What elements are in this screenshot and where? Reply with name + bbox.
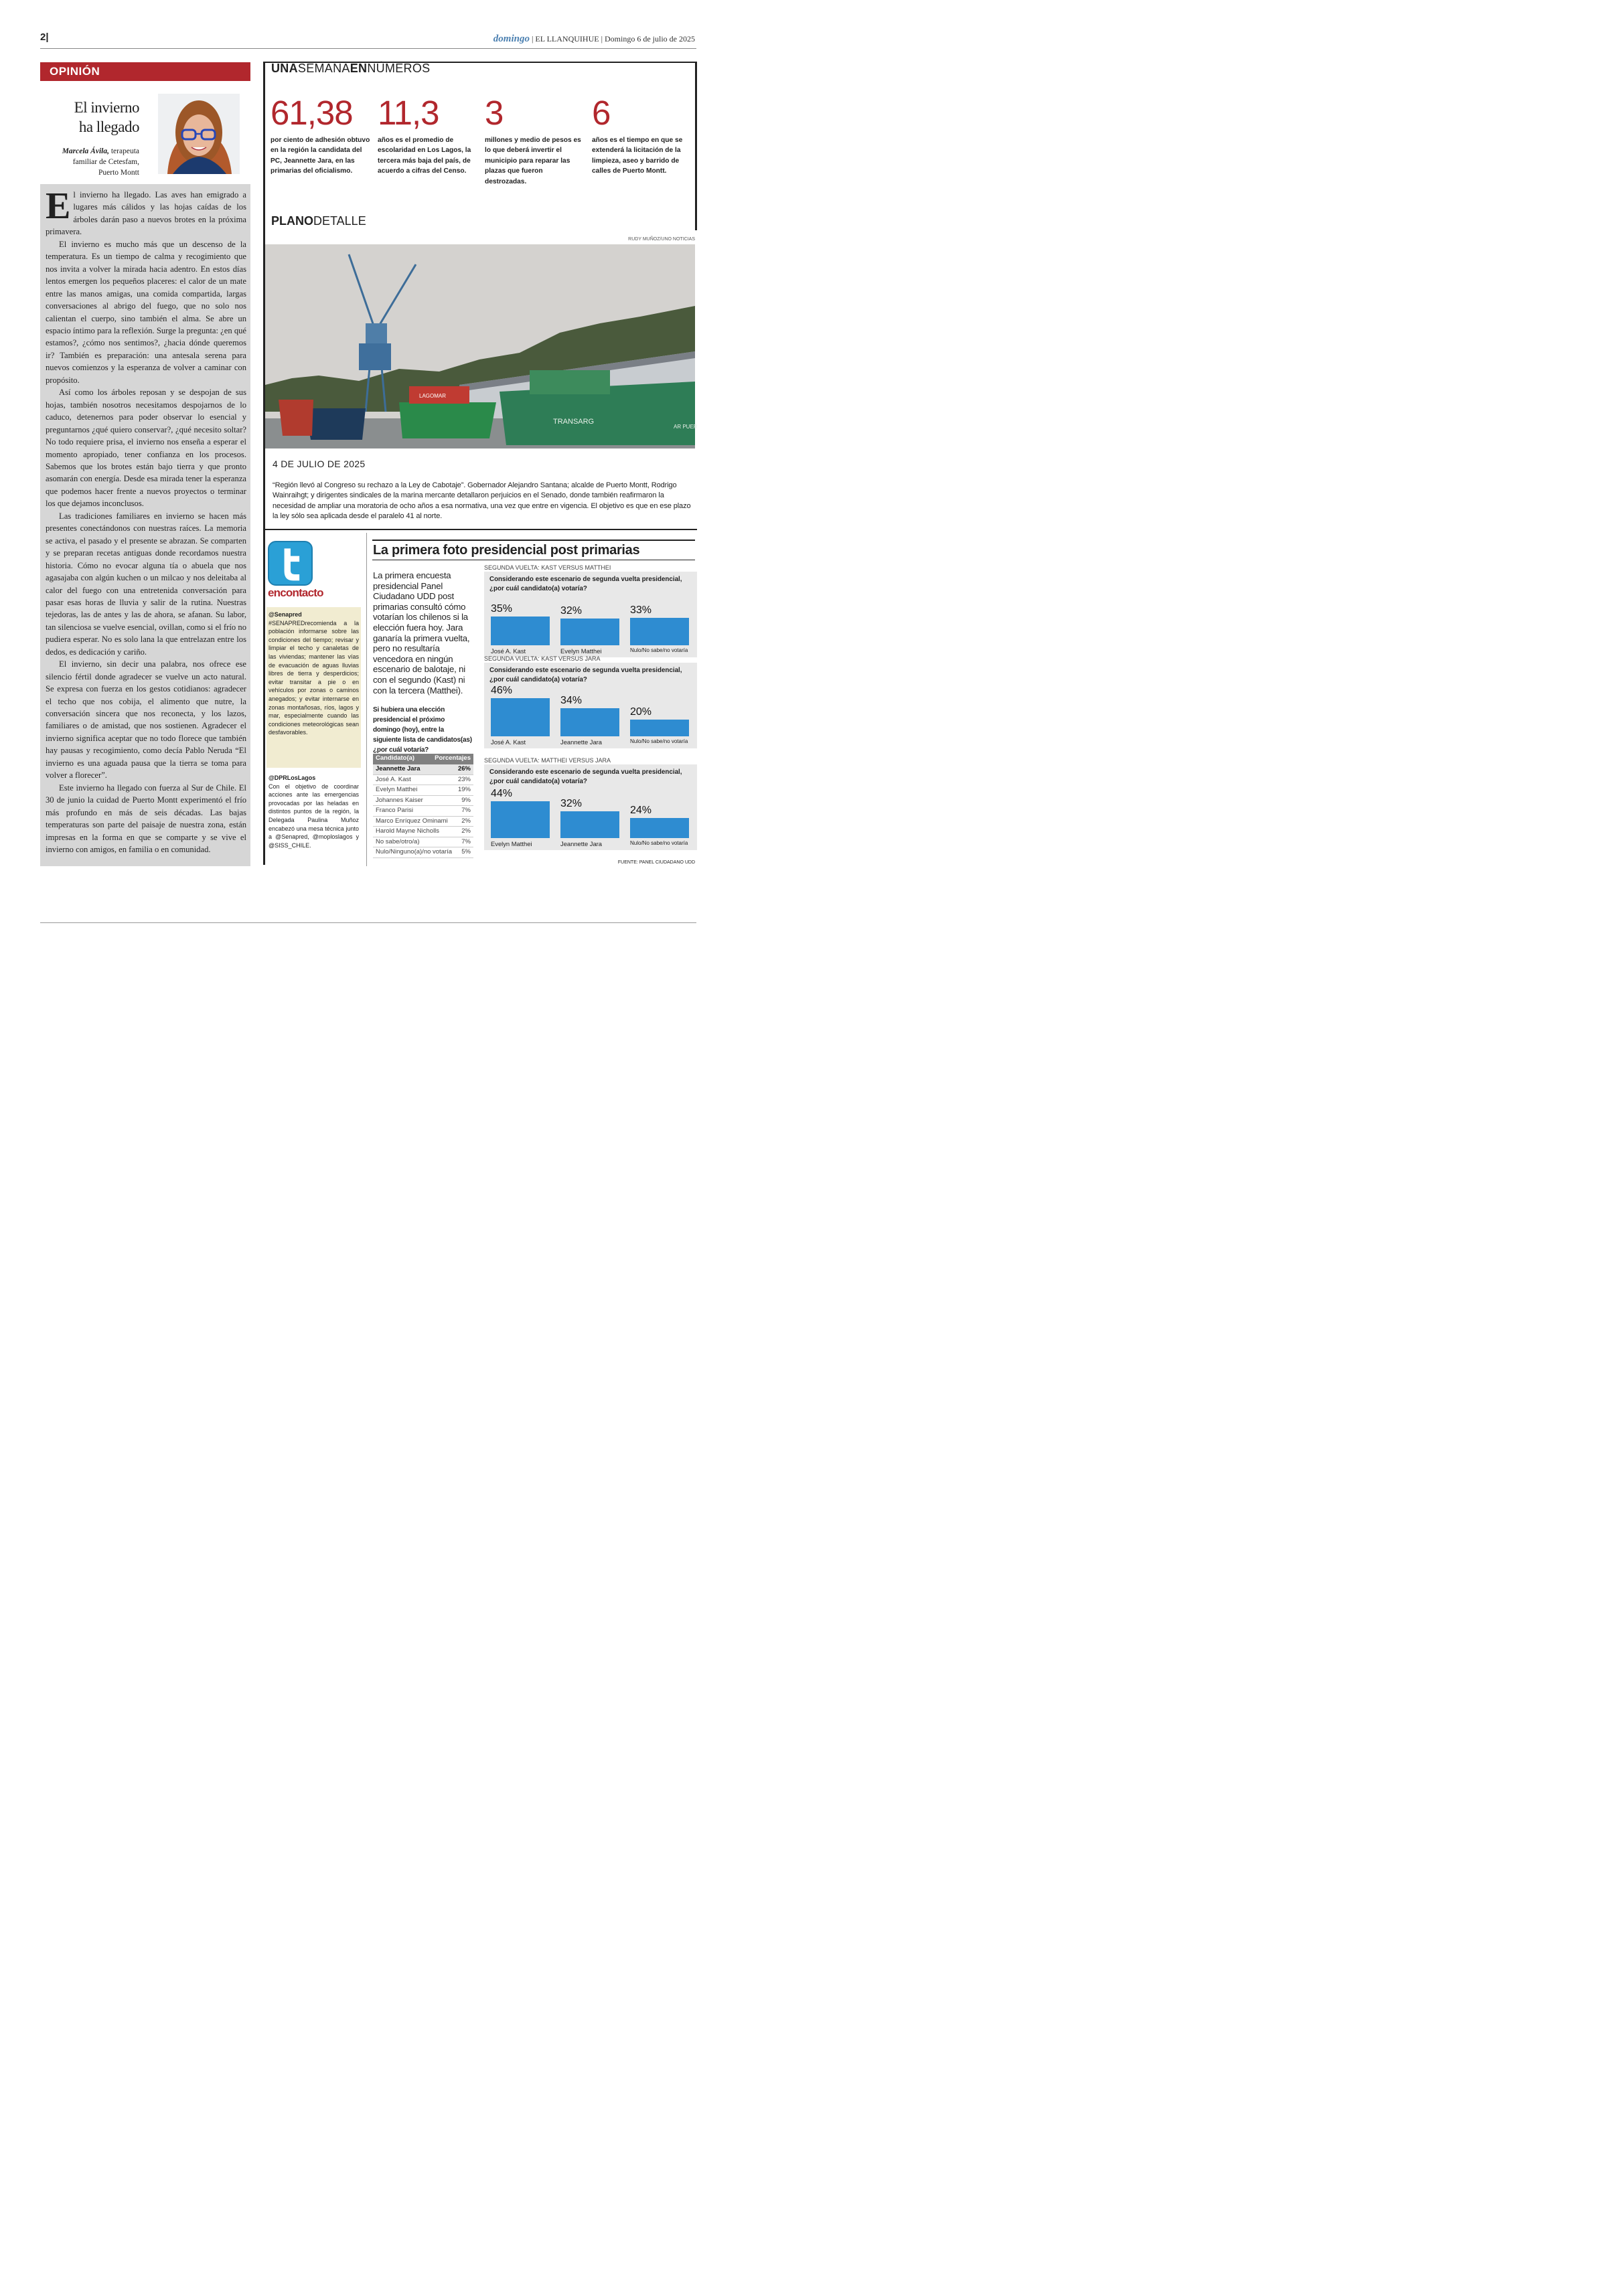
photo-date: 4 DE JULIO DE 2025	[273, 459, 366, 469]
chart-category-label: Nulo/No sabe/no votaría	[630, 840, 688, 846]
chart-value-label: 35%	[491, 603, 513, 614]
chart-category-label: José A. Kast	[491, 738, 526, 746]
ship-name: TRANSARG	[553, 418, 595, 426]
paragraph: El invierno ha llegado. Las aves han emigrado a lugares más cálidos y las hojas caídas de los árboles darán paso a nuevos brotes en la próxima primavera.	[46, 185, 246, 237]
runoff-chart	[484, 655, 697, 748]
chart-bar	[491, 801, 550, 838]
ship-name: LAGOMAR	[419, 393, 447, 399]
stat-number: 11,3	[378, 94, 439, 132]
poll-source: FUENTE: PANEL CIUDADANO UDD	[617, 860, 695, 865]
author-photo	[158, 94, 240, 174]
chart-question: Considerando este escenario de segunda vuelta presidencial, ¿por cuál candidato(a) votaría?	[489, 576, 682, 592]
plano-section-title: PLANODETALLE	[271, 214, 366, 228]
section-label: OPINIÓN	[40, 62, 250, 81]
chart-title: SEGUNDA VUELTA: KAST VERSUS MATTHEI	[484, 564, 611, 571]
footer-rule	[40, 922, 696, 923]
chart-category-label: Jeannette Jara	[560, 738, 603, 746]
poll-title: La primera foto presidencial post primarias	[373, 543, 640, 558]
runoff-chart	[484, 564, 697, 657]
tweet-handle: @Senapred	[269, 611, 302, 618]
chart-bar	[491, 617, 550, 645]
numbers-section-title: UNASEMANAENNÚMEROS	[271, 62, 431, 75]
stat-desc: años es el tiempo en que se extenderá la licitación de la limpieza, aseo y barrido de calles de Puerto Montt.	[592, 137, 683, 175]
table-header: Candidato(a) Porcentajes	[373, 754, 473, 764]
paragraph: Las tradiciones familiares en invierno se hacen más presentes conectándonos con nuestras raíces. La memoria se activa, el pasado y el presente se abrazan. Se comparten y se preparan recetas antiguas donde recordamos nuestra historia. Cómo no evocar alguna tía o abuela que nos agasajaba con algún kuchen o un milcao y nos deleitaba al calor del fuego con una entretenida conversación para pasar esas horas de lluvia y salir de la rutina. Nuestras tejedoras, las de antes y las de ahora, se afanan. Su labor, tan silenciosa se vuelve esencial, ovillan, como si el frío no pudiera esperar. No es solo lana la que entrelazan entre los dedos, es dedicación y cariño.	[46, 511, 246, 657]
poll-intro: La primera encuesta presidencial Panel Ciudadano UDD post primarias consultó cómo votarían los chilenos si la elección fuera hoy. Jara ganaría la primera vuelta, pero no resultaría vencedora en ningún escenario de balotaje, ni con el segundo (Kast) ni con la tercera (Matthei).	[373, 570, 470, 695]
chart-bar	[630, 720, 689, 736]
chart-value-label: 44%	[491, 788, 513, 799]
chart-question: Considerando este escenario de segunda vuelta presidencial, ¿por cuál candidato(a) votaría?	[489, 768, 682, 785]
brand-logo: domingo	[493, 33, 530, 44]
ship-name: AR PUER	[674, 424, 698, 430]
stat-item	[378, 92, 478, 177]
chart-bar	[560, 811, 619, 838]
chart-bar	[560, 619, 619, 645]
table-row: No sabe/otro/a) 7%	[373, 837, 473, 848]
chart-plot	[484, 663, 697, 748]
tweet-card	[266, 607, 361, 768]
article-body	[40, 184, 250, 866]
chart-value-label: 24%	[630, 805, 652, 816]
chart-bar	[560, 708, 619, 736]
chart-value-label: 34%	[560, 695, 583, 706]
chart-title: SEGUNDA VUELTA: KAST VERSUS JARA	[484, 655, 601, 662]
paragraph: Así como los árboles reposan y se despojan de sus hojas, también nosotros necesitamos despojarnos de lo caduco, detenernos para poder observar lo esencial y preguntarnos ¿qué quiero conservar?, ¿qué necesito soltar? No todo requiere prisa, el invierno nos enseña a esperar el momento apropiado, tener confianza en los procesos. Sabemos que los brotes están bajo tierra y que pronto asomarán con energía. Desde esa mirada tener la esperanza que podemos hacer frente a nuevos proyectos o terminar los que dejamos inconclusos.	[46, 388, 246, 509]
paper-name: EL LLANQUIHUE	[535, 34, 599, 44]
article-title: El invierno ha llegado	[74, 99, 139, 135]
chart-category-label: José A. Kast	[491, 647, 526, 655]
chart-category-label: Evelyn Matthei	[491, 840, 532, 847]
chart-title: SEGUNDA VUELTA: MATTHEI VERSUS JARA	[484, 757, 611, 764]
stat-item	[592, 92, 692, 177]
poll-question: Si hubiera una elección presidencial el próximo domingo (hoy), entre la siguiente lista de candidatos(as) ¿por cuál votaría?	[373, 706, 472, 754]
twitter-icon	[268, 541, 313, 586]
chart-bar	[630, 618, 689, 645]
chart-category-label: Nulo/No sabe/no votaría	[630, 647, 688, 653]
section-label: encontacto	[268, 586, 323, 599]
photo-caption: “Región llevó al Congreso su rechazo a la Ley de Cabotaje”. Gobernador Alejandro Santana; alcalde de Puerto Montt, Rodrigo Wainraihgt; y dirigentes sindicales de la marina mercante detallaron perjuicios en el Senado, donde también reafirmaron la necesidad de ampliar una moratoria de ocho años a esa normativa, una vez que entre en vigencia. El objetivo es que en ese plazo la ley sólo sea aplicada desde el paralelo 41 al norte.	[273, 481, 691, 520]
chart-value-label: 46%	[491, 685, 513, 696]
chart-category-label: Nulo/No sabe/no votaría	[630, 738, 688, 744]
chart-category-label: Evelyn Matthei	[560, 647, 602, 655]
table-row: Marco Enríquez Ominami 2%	[373, 817, 473, 827]
table-row: Jeannette Jara 26%	[373, 764, 473, 775]
chart-plot	[484, 572, 697, 657]
poll-table	[373, 754, 473, 858]
page-number: 2|	[40, 31, 49, 43]
chart-question: Considerando este escenario de segunda vuelta presidencial, ¿por cuál candidato(a) votaría?	[489, 667, 682, 683]
tweet-handle: @DPRLosLagos	[269, 774, 316, 781]
port-photo	[265, 244, 698, 448]
tweet-card	[266, 774, 361, 849]
paragraph: El invierno es mucho más que un descenso de la temperatura. Es un tiempo de calma y recogimiento que nos invita a volver la mirada hacia adentro. En estos días lentos emergen los pequeños placeres: el calor de un mate entre las manos amigas, una comida compartida, largas conversaciones al abrigo del fuego, que no solo nos calientan el cuerpo, sino también el alma. Se abre un espacio íntimo para la reflexión. Surge la pregunta: ¿en qué estamos?, ¿cómo nos sentimos?, ¿hacia dónde queremos ir? También es preparación: una antesala serena para nuevos comienzos y la esperanza de volver a caminar con propósito.	[46, 239, 246, 385]
tweet-text: #SENAPREDrecomienda a la población informarse sobre las condiciones del tiempo; revisar y limpiar el techo y canaletas de las viviendas; mantener las vías de evacuación de aguas lluvias libres de tierra y desperdicios; evitar transitar a pie o en vehículos por zonas o caminos anegados; y evitar internarse en zonas montañosas, ríos, lagos y mar, especialmente cuando las condiciones meteorológicas sean desfavorables.	[269, 619, 359, 736]
chart-bar	[491, 698, 550, 736]
tweet-text: Con el objetivo de coordinar acciones ante las emergencias provocadas por las heladas en distintos puntos de la región, la Delegada Paulina Muñoz encabezó una mesa técnica junto a @Senapred, @moploslagos y @SISS_CHILE.	[269, 783, 359, 849]
table-row: Franco Parisi 7%	[373, 806, 473, 817]
photo-credit: RUDY MUÑOZ/UNO NOTICIAS	[628, 237, 695, 242]
chart-bar	[630, 818, 689, 838]
stat-item	[485, 92, 585, 187]
stat-desc: años es el promedio de escolaridad en Los Lagos, la tercera más baja del país, de acuerdo a cifras del Censo.	[378, 137, 471, 175]
table-row: Harold Mayne Nicholls 2%	[373, 827, 473, 837]
runoff-chart	[484, 757, 697, 850]
table-row: Johannes Kaiser 9%	[373, 796, 473, 807]
stat-desc: millones y medio de pesos es lo que deberá invertir el municipio para reparar las plazas que fueron destrozadas.	[485, 137, 581, 185]
masthead: domingo | EL LLANQUIHUE | Domingo 6 de julio de 2025	[493, 33, 695, 44]
chart-category-label: Jeannette Jara	[560, 840, 603, 847]
author-byline: Marcela Ávila, terapeuta familiar de Cetesfam, Puerto Montt	[62, 147, 139, 177]
stat-number: 6	[592, 94, 611, 132]
stat-desc: por ciento de adhesión obtuvo en la región la candidata del PC, Jeannette Jara, en las primarias del oficialismo.	[271, 137, 370, 175]
section-rule	[372, 540, 695, 541]
chart-value-label: 32%	[560, 798, 583, 809]
chart-value-label: 32%	[560, 605, 583, 617]
chart-value-label: 33%	[630, 604, 652, 616]
table-row: Evelyn Matthei 19%	[373, 785, 473, 796]
paragraph: Este invierno ha llegado con fuerza al Sur de Chile. El 30 de junio la cuidad de Puerto Montt experimentó el frío más profundo en más de seis décadas. Las bajas temperaturas son parte del paisaje de nuestra zona, están impresas en la forma en que se comparte y se vive el invierno con amigos, en familia o en comunidad.	[46, 783, 246, 855]
chart-plot	[484, 764, 697, 850]
drop-cap: E	[46, 185, 71, 227]
chart-value-label: 20%	[630, 706, 652, 718]
stat-number: 61,38	[271, 94, 353, 132]
stat-item	[271, 92, 371, 177]
header-rule	[40, 48, 696, 49]
stat-number: 3	[485, 94, 504, 132]
table-row: José A. Kast 23%	[373, 775, 473, 786]
section-rule	[263, 529, 697, 530]
paragraph: El invierno, sin decir una palabra, nos ofrece ese silencio fértil donde agradecer se vuelve un acto natural. Se expresa con fuerza en los gestos cotidianos: agradecer el techo que nos cobija, el alimento que nutre, la conversación sincera que nos reconecta, y los lazos, familiares o de amistad, que nos sostienen. Agradecer el invierno significa aceptar que no todo florece que también hay pausas y recogimiento, como decía Pablo Neruda “El invierno es una aguada pausa que la tierra se toma para volver a florecer”.	[46, 659, 246, 781]
column-rule	[366, 533, 367, 866]
table-row: Nulo/Ninguno(a)/no votaría 5%	[373, 847, 473, 858]
issue-date: Domingo 6 de julio de 2025	[605, 34, 695, 44]
